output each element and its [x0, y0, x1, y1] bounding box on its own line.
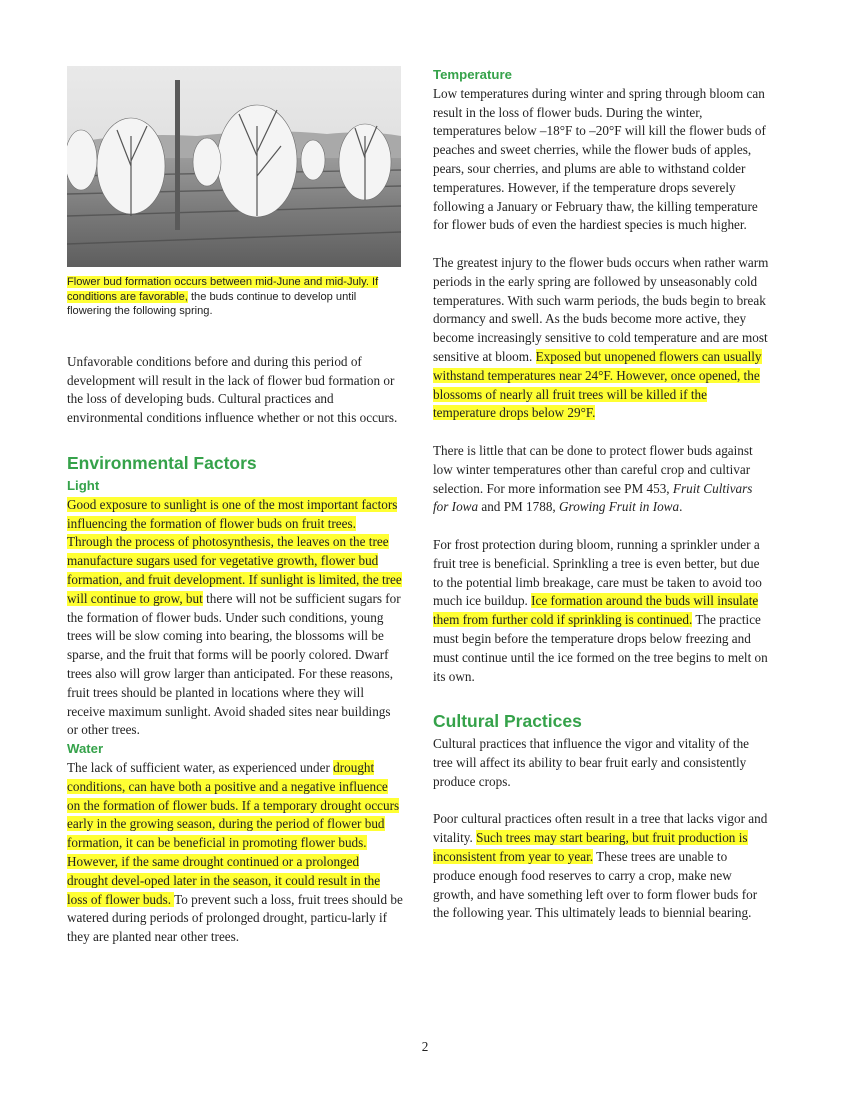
cultural-paragraph-2	[433, 810, 769, 923]
caption-highlight: Flower bud formation occurs between mid-June and mid-July. If conditions are favorable,	[67, 276, 379, 303]
caption-rest: the buds continue to develop until flowering the following spring.	[67, 290, 357, 318]
orchard-photo	[67, 66, 401, 267]
cultural-p2-rest: These trees are unable to produce enough food reserves to carry a crop, make new growth, and have something left over to form flower buds for the following year. This ultimately leads to biennial bearing.	[433, 849, 758, 921]
temperature-paragraph-4	[433, 536, 769, 686]
page-number: 2	[421, 1039, 429, 1054]
light-heading: Light	[67, 477, 100, 493]
temperature-p4-highlight: Ice formation around the buds will insulate them from further cold if sprinkling is continued.	[433, 593, 759, 628]
temperature-p2-pre: The greatest injury to the flower buds occurs when rather warm periods in the early spring are followed by unseasonably cold temperatures. With such warm periods, the buds begin to break dormancy and swell. As the buds become more active, they become increasingly sensitive to cold temperature and are most sensitive at bloom.	[433, 254, 769, 364]
publication-title-cultivars: Fruit Cultivars for Iowa	[433, 480, 753, 515]
environmental-factors-heading: Environmental Factors	[67, 452, 257, 473]
water-pre: The lack of sufficient water, as experienced under	[67, 759, 334, 775]
water-rest: To prevent such a loss, fruit trees should be watered during periods of prolonged drought, particu-larly if they are planted near other trees.	[67, 891, 403, 945]
water-paragraph	[67, 759, 403, 947]
cultural-practices-heading: Cultural Practices	[433, 711, 582, 732]
temperature-p4-rest: The practice must begin before the temperature drops below freezing and must continue until the ice formed on the tree begins to melt on its own.	[433, 612, 768, 684]
left-column	[67, 66, 403, 947]
cultural-p2-pre: Poor cultural practices often result in a tree that lacks vigor and vitality.	[433, 811, 768, 846]
temperature-p3-mid: and PM 1788,	[478, 499, 560, 515]
temperature-p2-highlight: Exposed but unopened flowers can usually withstand temperatures near 24°F. However, once opened, the blossoms of nearly all fruit trees will be killed if the temperature drops below 29°F.	[433, 348, 762, 421]
temperature-paragraph-2	[433, 254, 769, 423]
light-rest: there will not be sufficient sugars for the formation of flower buds. Under such conditions, young trees will be slow coming into bearing, the blossoms will be sparse, and the fruit that forms will be poorly colored. Dwarf trees also will grow larger than anticipated. For these reasons, fruit trees should be planted in locations where they will receive maximum sunlight. Avoid shaded sites near buildings or other trees.	[67, 590, 401, 738]
right-column	[433, 66, 769, 923]
cultural-paragraph-1: Cultural practices that influence the vigor and vitality of the tree will affect its ability to bear fruit early and consistently produce crops.	[433, 736, 750, 789]
temperature-p3-pre: There is little that can be done to protect flower buds against low winter temperatures other than careful crop and cultivar selection. For more information see PM 453,	[433, 442, 753, 496]
temperature-heading: Temperature	[433, 67, 512, 82]
water-highlight: drought conditions, can have both a positive and a negative influence on the formation of flower buds. If a temporary drought occurs early in the growing season, during the period of flower bud formation, it can be beneficial in promoting flower buds. However, if the same drought continued or a prolonged drought devel-oped later in the season, it could result in the loss of flower buds.	[67, 759, 400, 907]
temperature-paragraph-3	[433, 442, 769, 517]
publication-title-growing: Growing Fruit in Iowa	[559, 499, 680, 515]
cultural-p2-highlight: Such trees may start bearing, but fruit production is inconsistent from year to year.	[433, 830, 748, 865]
light-paragraph	[67, 496, 403, 740]
temperature-paragraph-1: Low temperatures during winter and spring through bloom can result in the loss of flower buds. During the winter, temperatures below –18°F to –20°F will kill the flower buds of peaches and sweet cherries, while the flower buds of apples, pears, sour cherries, and plums are able to withstand colder temperatures. However, if the temperature drops severely following a January or February thaw, the killing temperature for flower buds of even the hardiest species is much higher.	[433, 85, 766, 233]
water-heading: Water	[67, 741, 104, 757]
temperature-p4-pre: For frost protection during bloom, running a sprinkler under a fruit tree is beneficial. Sprinkling a tree is even better, but due to the potential limb breakage, care must be taken to avoid too much ice buildup.	[433, 536, 762, 609]
light-highlight: Good exposure to sunlight is one of the most important factors influencing the formation of flower buds on fruit trees. Through the process of photosynthesis, the leaves on the tree manufacture sugars used for vegetative growth, flower bud formation, and fruit development. If sunlight is limited, the tree will continue to grow, but	[67, 496, 402, 606]
temperature-p3-end: .	[679, 499, 683, 515]
photo-caption	[67, 275, 403, 319]
intro-paragraph: Unfavorable conditions before and during this period of development will result in the lack of flower bud formation or the loss of developing buds. Cultural practices and environmental conditions influence whether or not this occurs.	[67, 353, 398, 426]
